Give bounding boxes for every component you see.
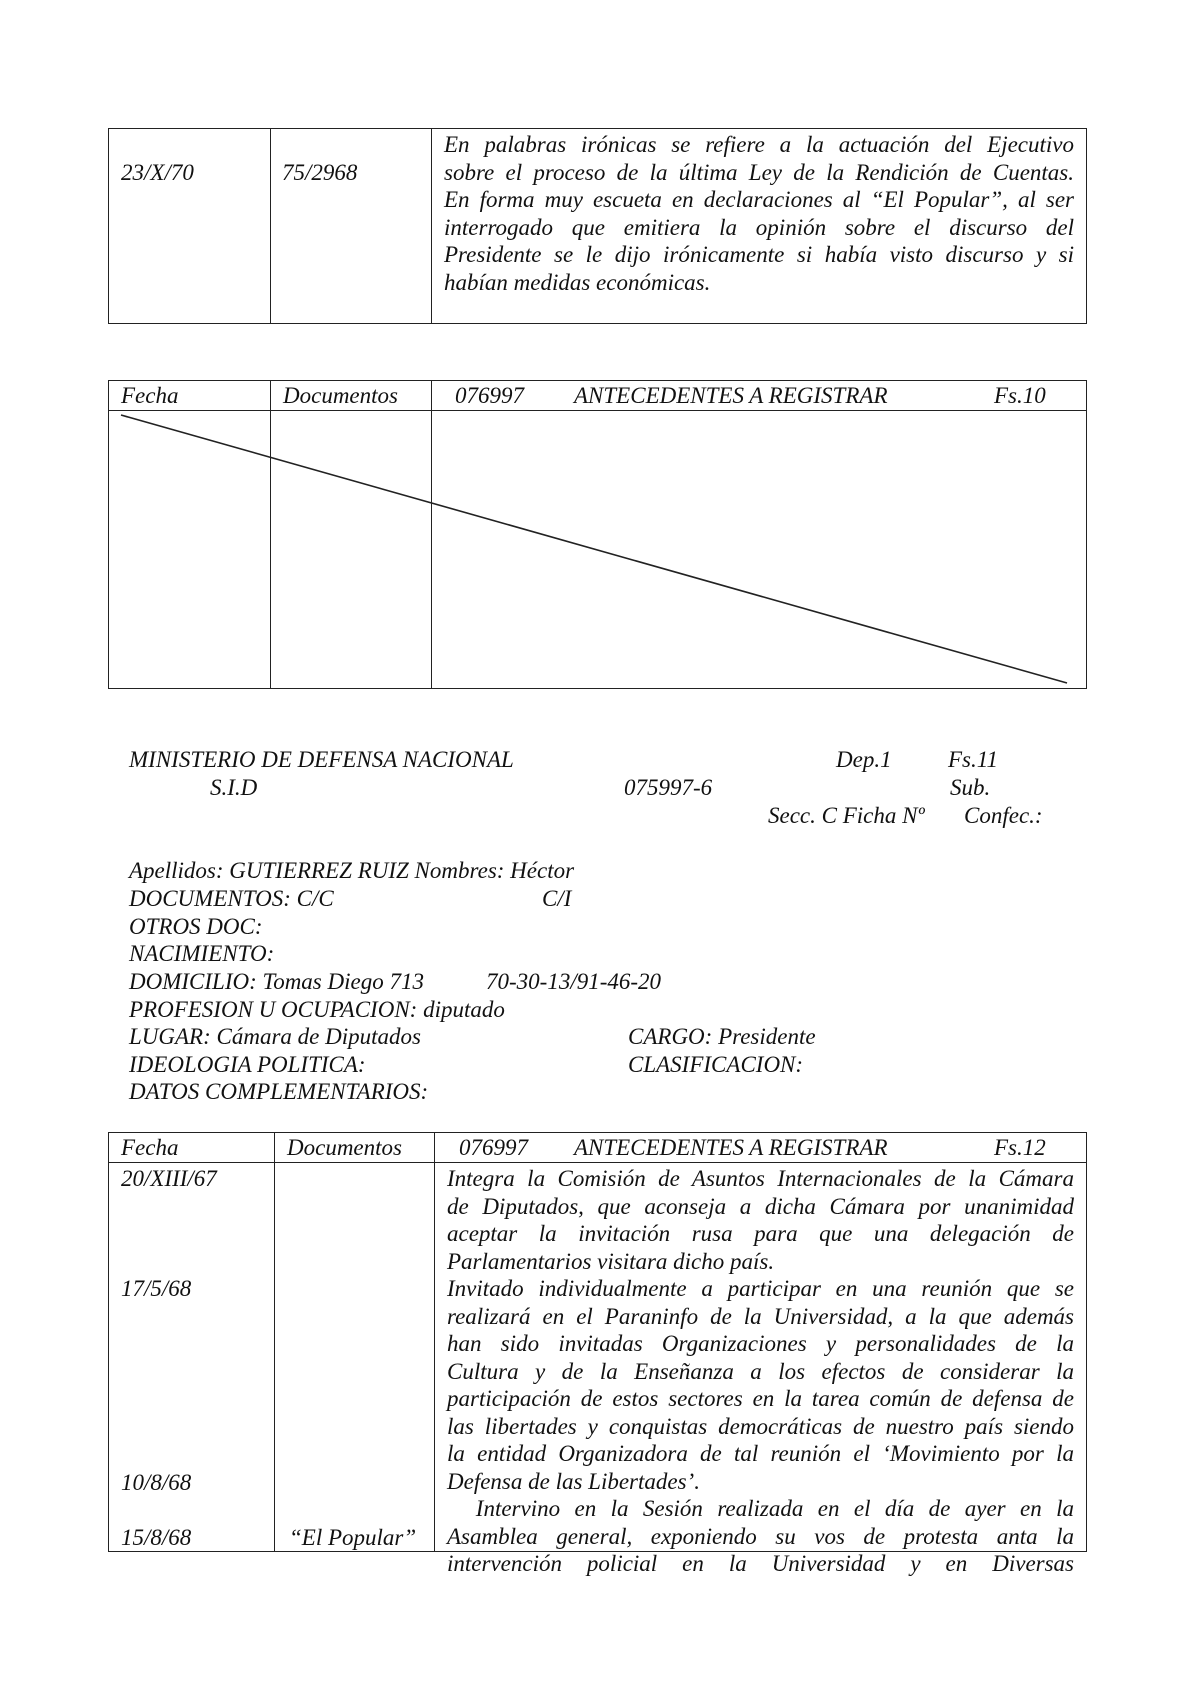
entry-date: 17/5/68 (121, 1276, 192, 1301)
field-nacimiento: NACIMIENTO: (129, 941, 275, 966)
header-title: ANTECEDENTES A REGISTRAR (574, 1135, 888, 1160)
fs-label: Fs.11 (948, 747, 999, 772)
record-table-top (108, 128, 1087, 324)
field-datos-complementarios: DATOS COMPLEMENTARIOS: (129, 1079, 429, 1104)
strike-line (109, 381, 1088, 690)
header-title: ANTECEDENTES A REGISTRAR (574, 383, 888, 408)
header-number: 076997 (455, 383, 524, 408)
dep-label: Dep.1 (836, 747, 892, 772)
entry-document: “El Popular” (289, 1525, 417, 1550)
column-header-fecha: Fecha (121, 383, 179, 408)
field-ci: C/I (542, 886, 572, 911)
field-cargo: CARGO: Presidente (628, 1024, 816, 1049)
secc-ficha-label: Secc. C Ficha Nº (768, 803, 925, 828)
sid-label: S.I.D (210, 775, 258, 800)
field-domicilio: DOMICILIO: Tomas Diego 713 (129, 969, 424, 994)
header-number: 076997 (459, 1135, 528, 1160)
antecedentes-table-fs10 (108, 380, 1087, 689)
record-text: En palabras irónicas se refiere a la actuación del Ejecutivo sobre el proceso de la última Ley de la Rendición de Cuentas. En forma muy escueta en declaraciones al “El Popular”, al ser interrogado que emitiera la opinión sobre el discurso del Presidente se le dijo irónicamente si había visto discurso y si habían medidas económicas. (444, 132, 1074, 295)
file-number: 075997-6 (624, 775, 713, 800)
entry-text: Integra la Comisión de Asuntos Internacionales de la Cámara de Diputados, que aconseja a dicha Cámara por unanimidad aceptar la invitación rusa para que una delegación de Parlamentarios visitara dicho país. Invitado individualmente a participar en una reunión que se realizará en el Paraninfo de la Universidad, a la que además han sido invitadas Organizaciones y personalidades de la Cultura y de la Enseñanza a los efectos de considerar la participación de estos sectores en la tarea común de defensa de las libertades y conquistas democráticas de nuestro país siendo la entidad Organizadora de tal reunión el ‘Movimiento por la Defensa de las Libertades’. Intervino en la Sesión realizada en el día de ayer en la Asamblea general, exponiendo su vos de protesta anta la intervención policial en la Universidad y en Diversas (447, 1166, 1074, 1576)
sub-label: Sub. (950, 775, 991, 800)
entry-date: 15/8/68 (121, 1525, 192, 1550)
record-document: 75/2968 (282, 160, 358, 185)
ministry-name: MINISTERIO DE DEFENSA NACIONAL (129, 747, 514, 772)
entry-date: 20/XIII/67 (121, 1166, 217, 1191)
field-clasificacion: CLASIFICACION: (628, 1052, 804, 1077)
field-profesion: PROFESION U OCUPACION: diputado (129, 997, 505, 1022)
antecedentes-table-fs12 (108, 1132, 1087, 1576)
field-documentos: DOCUMENTOS: C/C (129, 886, 334, 911)
record-date: 23/X/70 (121, 160, 194, 185)
field-telefono: 70-30-13/91-46-20 (486, 969, 662, 994)
field-apellidos: Apellidos: GUTIERREZ RUIZ Nombres: Héctor (129, 858, 575, 883)
column-header-documentos: Documentos (283, 383, 398, 408)
column-header-documentos: Documentos (287, 1135, 402, 1160)
header-folio: Fs.10 (994, 383, 1046, 408)
field-ideologia: IDEOLOGIA POLITICA: (129, 1052, 366, 1077)
entry-date: 10/8/68 (121, 1470, 192, 1495)
field-lugar: LUGAR: Cámara de Diputados (129, 1024, 421, 1049)
field-otros-doc: OTROS DOC: (129, 914, 263, 939)
header-folio: Fs.12 (994, 1135, 1046, 1160)
confec-label: Confec.: (964, 803, 1043, 828)
column-header-fecha: Fecha (121, 1135, 179, 1160)
